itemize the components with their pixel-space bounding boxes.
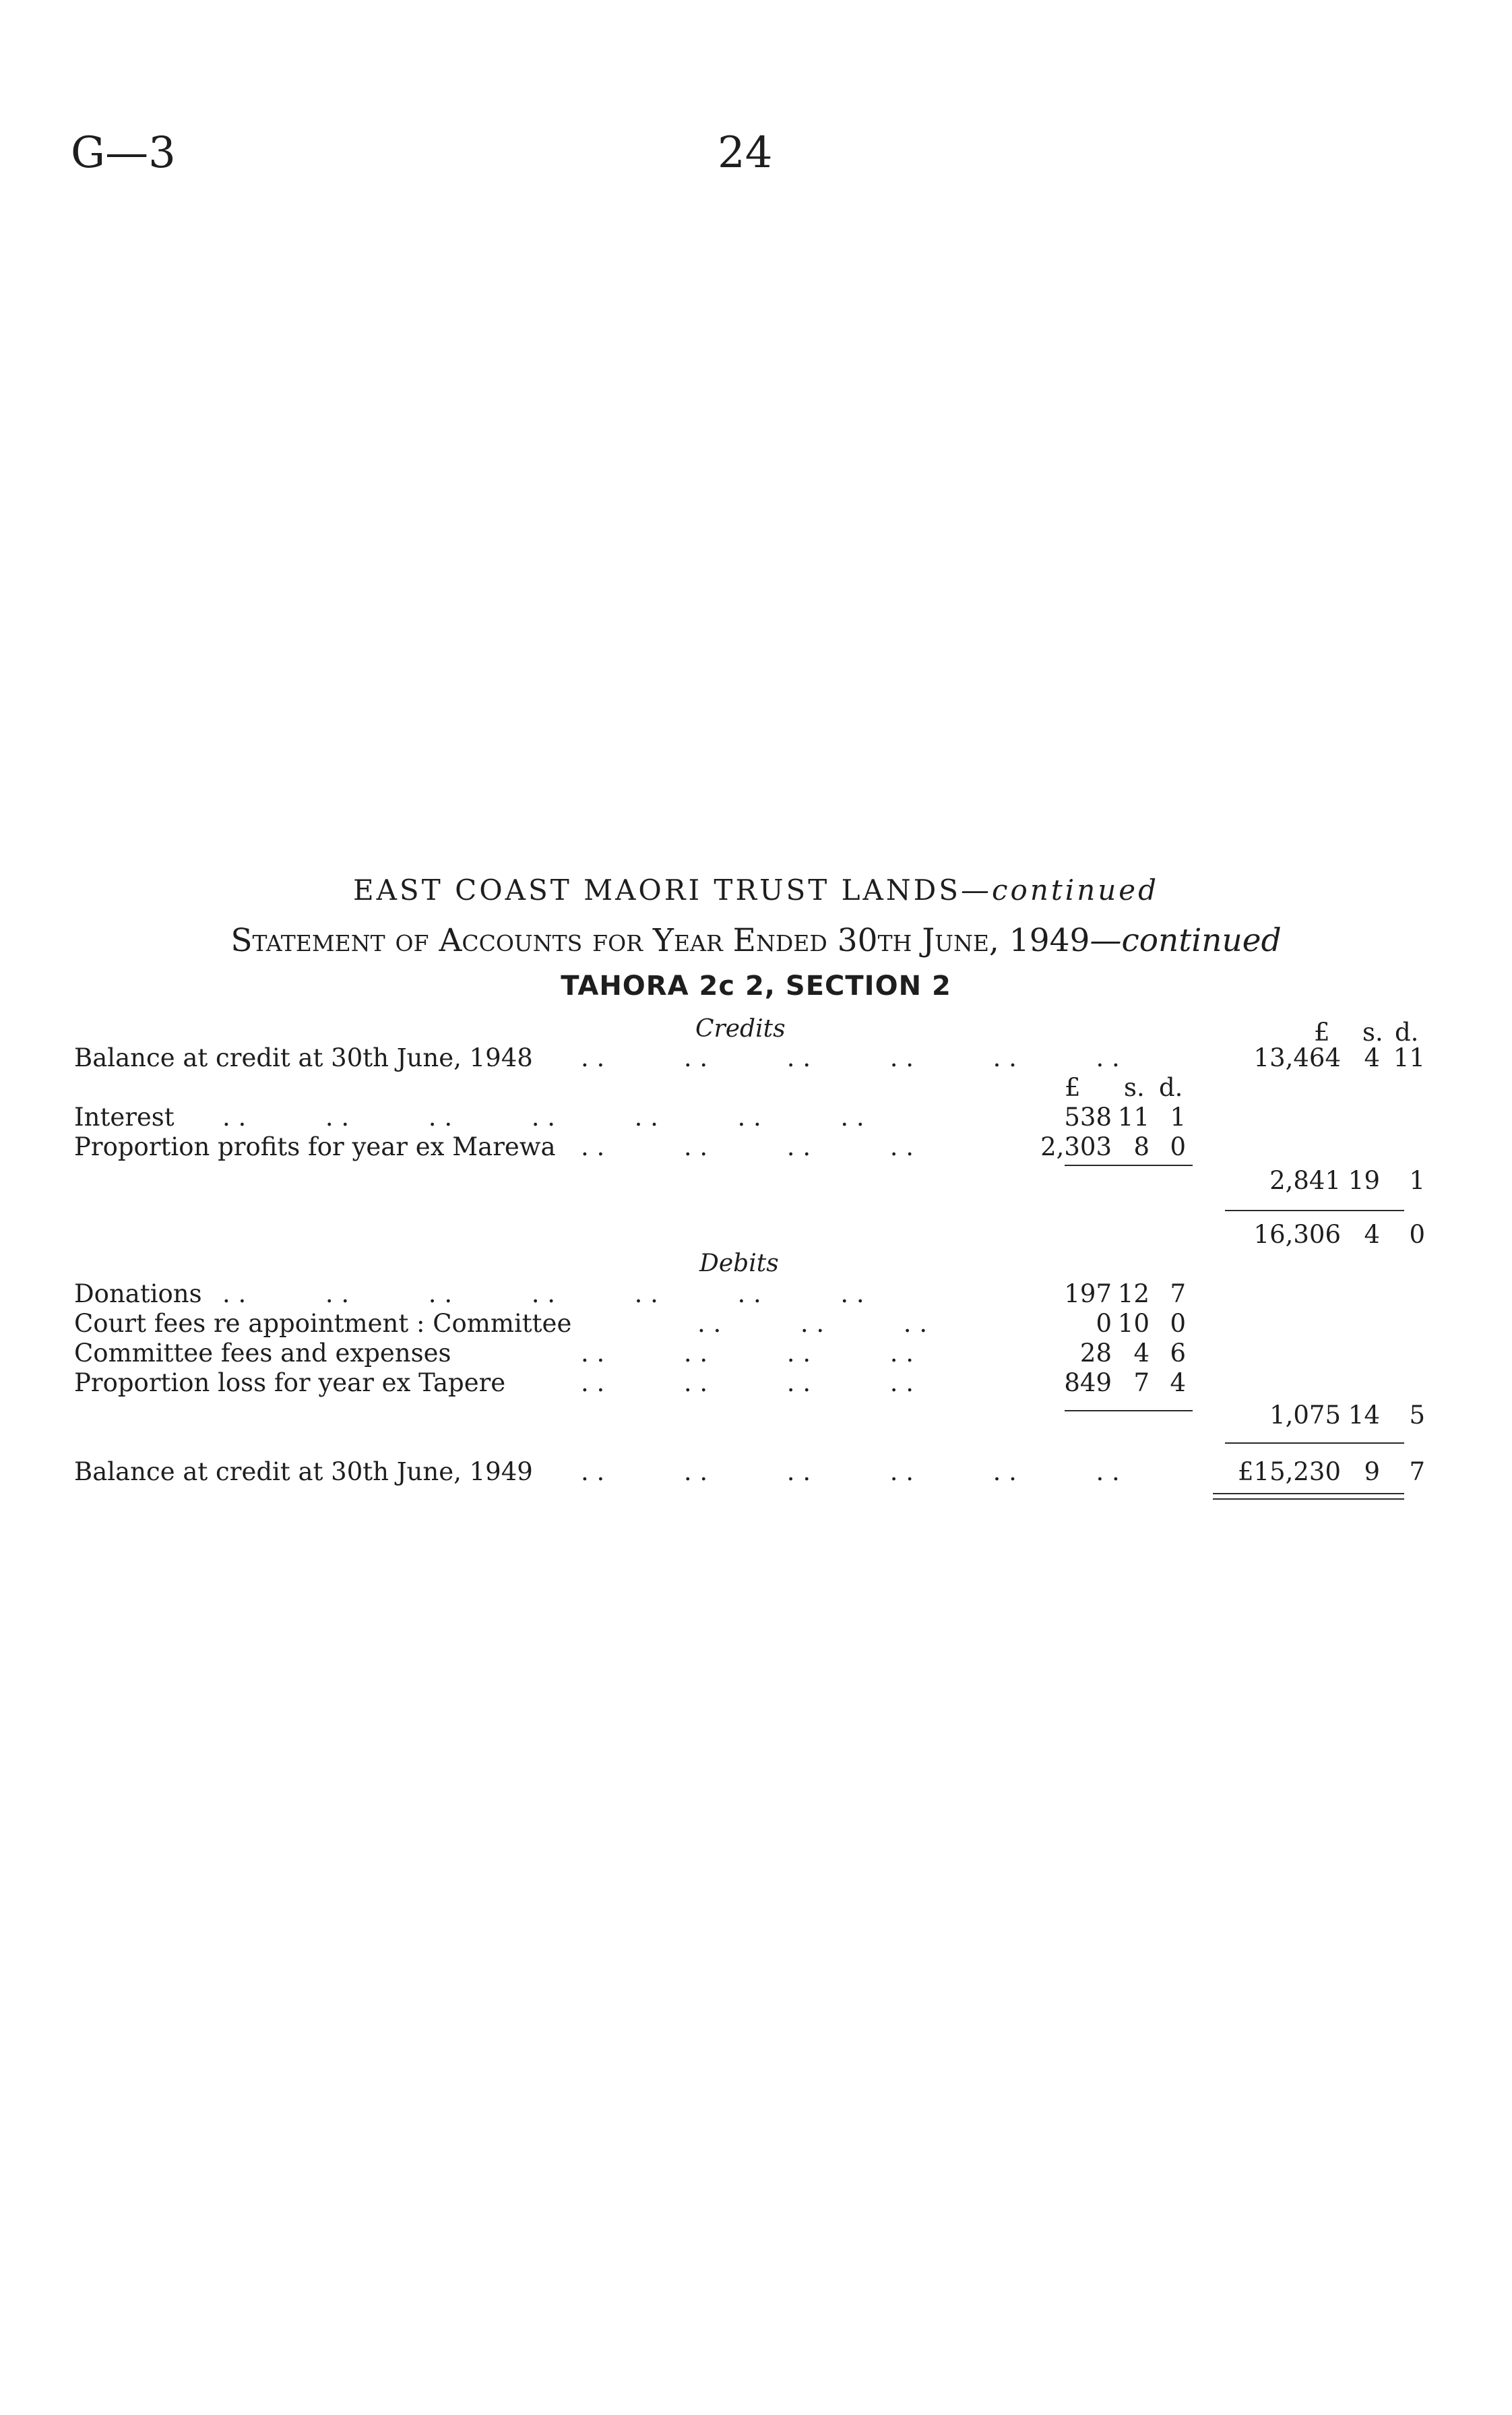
col-header-pence: d. (1395, 1018, 1419, 1047)
sub-header-shillings: s. (1124, 1073, 1145, 1102)
title-line1-text: EAST COAST MAORI TRUST LANDS (352, 874, 962, 907)
debit-item-shillings: 12 (1117, 1279, 1149, 1308)
credits-total-pence: 0 (1409, 1220, 1425, 1249)
credits-total-shillings: 4 (1364, 1220, 1380, 1249)
debit-item-label: Donations (74, 1279, 202, 1308)
credit-item-label: Interest (74, 1103, 175, 1132)
credit-item-pounds: 538 (1064, 1103, 1112, 1132)
credit-item-pounds: 2,303 (1040, 1132, 1112, 1161)
title-line1-suffix: —continued (961, 874, 1160, 907)
closing-balance-label: Balance at credit at 30th June, 1949 (74, 1457, 533, 1486)
leader-dots: . . . . . . . . . . . . . . (222, 1279, 864, 1308)
title-line2-text: Statement of Accounts for Year Ended 30th June, 1949 (230, 922, 1090, 959)
credits-subtotal-pounds: 2,841 (1269, 1166, 1341, 1195)
total-rule (1225, 1210, 1404, 1211)
title-line2-suffix: —continued (1090, 922, 1282, 959)
debit-item-pence: 7 (1170, 1279, 1186, 1308)
credit-item-pence: 0 (1170, 1132, 1186, 1161)
closing-pounds: £15,230 (1237, 1457, 1341, 1486)
credit-item-pence: 1 (1170, 1103, 1186, 1132)
leader-dots: . . . . . . . . . . . . . . (222, 1103, 864, 1132)
debit-item-shillings: 10 (1117, 1309, 1149, 1338)
closing-shillings: 9 (1364, 1457, 1380, 1486)
debits-subtotal-pence: 5 (1409, 1401, 1425, 1430)
debit-item-label: Proportion loss for year ex Tapere (74, 1368, 506, 1397)
debit-item-pounds: 28 (1079, 1339, 1112, 1368)
debit-item-pence: 6 (1170, 1339, 1186, 1368)
sub-header-pence: d. (1159, 1073, 1183, 1102)
debits-subtotal-shillings: 14 (1348, 1401, 1380, 1430)
credits-heading: Credits (695, 1015, 786, 1043)
debit-item-pounds: 0 (1096, 1309, 1112, 1338)
title-trust-lands (0, 874, 1512, 907)
credit-item-shillings: 8 (1133, 1132, 1149, 1161)
subtotal-rule (1065, 1165, 1193, 1166)
debit-item-pence: 4 (1170, 1368, 1186, 1397)
leader-dots: . . . . . . . . . . . . (581, 1457, 1120, 1486)
credits-subtotal-pence: 1 (1409, 1166, 1425, 1195)
debits-heading: Debits (699, 1250, 779, 1277)
col-header-shillings: s. (1362, 1018, 1383, 1047)
sub-header-pounds: £ (1065, 1073, 1081, 1102)
leader-dots: . . . . . . (697, 1309, 928, 1338)
opening-balance-label: Balance at credit at 30th June, 1948 (74, 1043, 533, 1072)
debit-item-label: Court fees re appointment : Committee (74, 1309, 572, 1338)
title-statement (0, 922, 1512, 959)
leader-dots: . . . . . . . . . . . . (581, 1043, 1120, 1072)
leader-dots: . . . . . . . . (581, 1132, 914, 1161)
credits-total-pounds: 16,306 (1253, 1220, 1341, 1249)
opening-pence: 11 (1393, 1043, 1425, 1072)
debit-item-shillings: 4 (1133, 1339, 1149, 1368)
double-rule-bottom (1213, 1498, 1404, 1500)
page-number: 24 (718, 128, 773, 178)
opening-pounds: 13,464 (1253, 1043, 1341, 1072)
double-rule-top (1213, 1493, 1404, 1494)
credits-subtotal-shillings: 19 (1348, 1166, 1380, 1195)
debit-item-pounds: 197 (1064, 1279, 1112, 1308)
subtotal-rule (1065, 1410, 1193, 1411)
debit-item-label: Committee fees and expenses (74, 1339, 451, 1368)
debit-item-pounds: 849 (1064, 1368, 1112, 1397)
col-header-pounds: £ (1314, 1018, 1330, 1047)
debits-subtotal-pounds: 1,075 (1269, 1401, 1341, 1430)
closing-pence: 7 (1409, 1457, 1425, 1486)
total-rule (1225, 1442, 1404, 1444)
leader-dots: . . . . . . . . (581, 1368, 914, 1397)
debit-item-shillings: 7 (1133, 1368, 1149, 1397)
opening-shillings: 4 (1364, 1043, 1380, 1072)
credit-item-label: Proportion profits for year ex Marewa (74, 1132, 556, 1161)
debit-item-pence: 0 (1170, 1309, 1186, 1338)
credit-item-shillings: 11 (1117, 1103, 1149, 1132)
title-block-section: TAHORA 2c 2, SECTION 2 (561, 971, 951, 1002)
leader-dots: . . . . . . . . (581, 1339, 914, 1368)
document-reference: G—3 (71, 128, 176, 178)
